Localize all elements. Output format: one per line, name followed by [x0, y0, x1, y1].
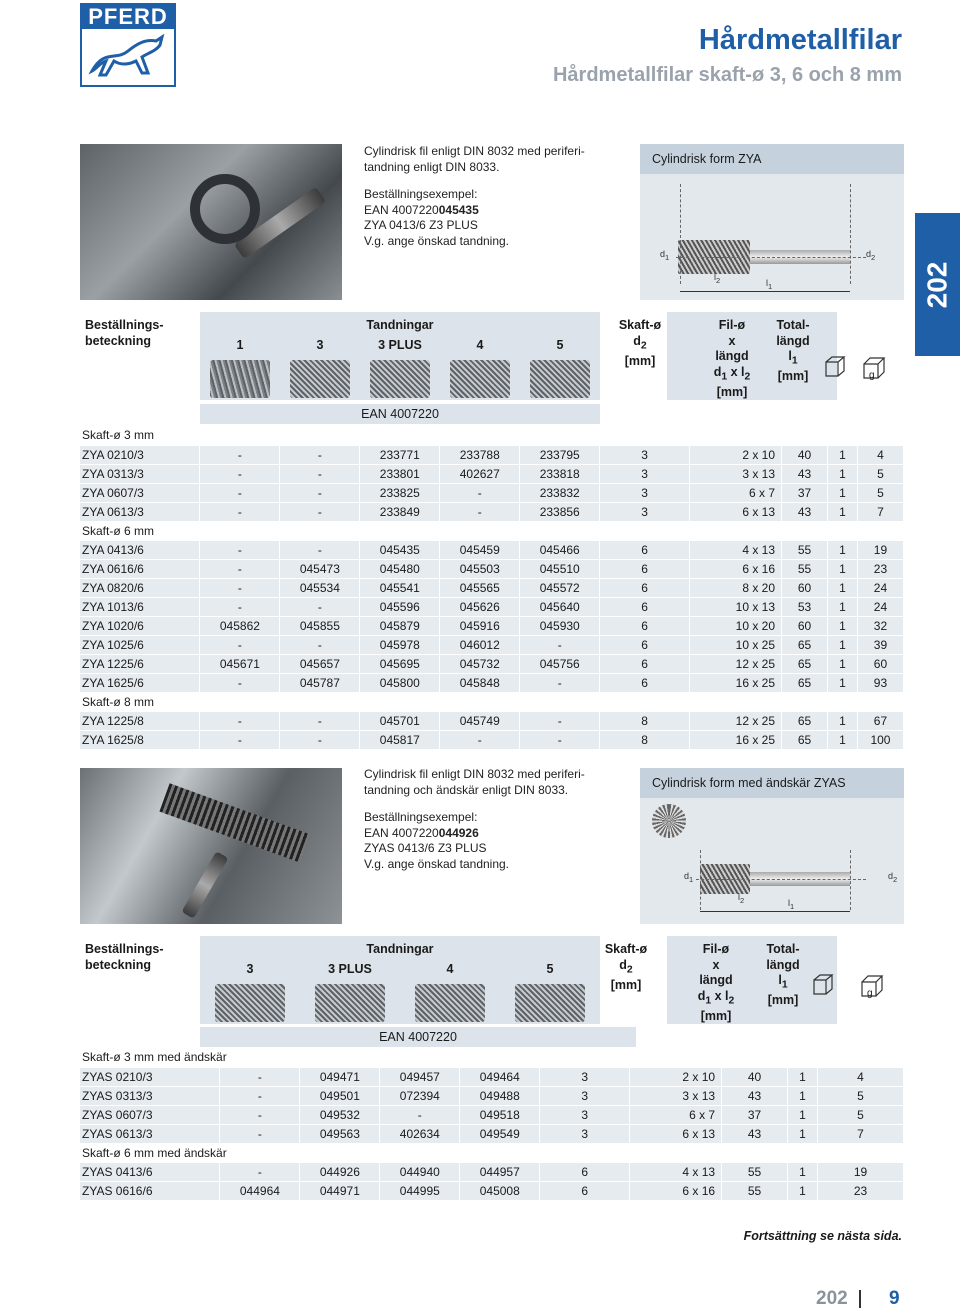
cell: 43	[722, 1124, 788, 1143]
cell: 1	[827, 673, 857, 692]
cell: 045930	[520, 616, 600, 635]
table-row	[80, 445, 904, 464]
cell: 32	[857, 616, 903, 635]
cell: 3 x 13	[690, 464, 782, 483]
cell: -	[440, 730, 520, 749]
cell: 6	[600, 654, 690, 673]
cell: 1	[788, 1124, 818, 1143]
page-number: 9	[889, 1288, 900, 1308]
part-number: ZYA 0820/6	[80, 578, 200, 597]
cell: 43	[782, 464, 828, 483]
cell: 1	[827, 578, 857, 597]
cell: 233801	[360, 464, 440, 483]
cell: 40	[722, 1067, 788, 1086]
cell: 045565	[440, 578, 520, 597]
cell: 3	[540, 1086, 630, 1105]
cell: 93	[857, 673, 903, 692]
cell: 045749	[440, 711, 520, 730]
cell: 045701	[360, 711, 440, 730]
cell: 045626	[440, 597, 520, 616]
cell: 1	[827, 445, 857, 464]
package-icon	[812, 974, 836, 996]
table-row	[80, 673, 904, 692]
part-number: ZYA 1625/8	[80, 730, 200, 749]
cell: 233856	[520, 502, 600, 521]
cell: 5	[817, 1086, 903, 1105]
cell: -	[280, 464, 360, 483]
cell: 044926	[300, 1162, 380, 1181]
cell: -	[200, 711, 280, 730]
burr-cut-3-icon	[215, 984, 285, 1022]
cell: -	[280, 502, 360, 521]
table-row	[80, 711, 904, 730]
table-row	[80, 559, 904, 578]
cell: 1	[827, 540, 857, 559]
group-header	[80, 426, 904, 445]
cell: 049501	[300, 1086, 380, 1105]
table-row	[80, 1105, 904, 1124]
part-number: ZYA 0613/3	[80, 502, 200, 521]
cell: 43	[722, 1086, 788, 1105]
page-subtitle: Hårdmetallfilar skaft-ø 3, 6 och 8 mm	[552, 64, 902, 86]
burr-cut-4-icon	[450, 360, 510, 398]
part-number: ZYA 0313/3	[80, 464, 200, 483]
cell: 24	[857, 578, 903, 597]
cell: -	[520, 673, 600, 692]
cell: -	[200, 483, 280, 502]
cell: 60	[782, 578, 828, 597]
diagram-zya: Cylindrisk form ZYA $d_1$ $d_2$ $l_2$ $l_1$	[640, 144, 904, 300]
cell: 5	[857, 483, 903, 502]
table-row	[80, 1162, 904, 1181]
table-row	[80, 616, 904, 635]
cell: 6	[600, 559, 690, 578]
package-icon	[824, 356, 848, 378]
cell: 1	[788, 1067, 818, 1086]
cell: 045510	[520, 559, 600, 578]
cell: 044957	[460, 1162, 540, 1181]
cell: 6	[600, 578, 690, 597]
cell: 10 x 25	[690, 635, 782, 654]
group-header	[80, 1048, 904, 1067]
cell: -	[200, 559, 280, 578]
part-number: ZYAS 0313/3	[80, 1086, 220, 1105]
cell: 233818	[520, 464, 600, 483]
cell: 045732	[440, 654, 520, 673]
cell: 1	[827, 654, 857, 673]
ean-prefix-zyas: EAN 4007220	[200, 1027, 636, 1047]
description-zya: Cylindrisk fil enligt DIN 8032 med periferi- tandning enligt DIN 8033. Beställningsexempel: EAN 4007220045435 ZYA 0413/6 Z3 PLUS V.g. ange önskad tandning.	[364, 144, 585, 248]
cell: -	[520, 635, 600, 654]
cell: 045671	[200, 654, 280, 673]
cell: -	[200, 730, 280, 749]
cell: 045855	[280, 616, 360, 635]
cell: -	[440, 502, 520, 521]
group-label: Skaft-ø 3 mm	[80, 426, 904, 445]
table-row	[80, 464, 904, 483]
cell: 37	[722, 1105, 788, 1124]
product-photo-zyas	[80, 768, 342, 924]
cell: 1	[788, 1105, 818, 1124]
burr-cut-4-icon	[415, 984, 485, 1022]
pferd-logo: PFERD	[80, 3, 176, 87]
cell: 6 x 7	[630, 1105, 722, 1124]
cell: 045916	[440, 616, 520, 635]
cell: 40	[782, 445, 828, 464]
table-header-zya: Beställnings- beteckning Tandningar 1 3 3 PLUS 4 5 Skaft-ø $d_2$ [mm] Fil-ø x längd $d_1$ x $l_2$ [mm] Total- längd $l_1$ [mm] g	[80, 312, 904, 422]
cell: 39	[857, 635, 903, 654]
group-header	[80, 521, 904, 540]
table-row	[80, 635, 904, 654]
group-header	[80, 692, 904, 711]
cell: -	[220, 1105, 300, 1124]
part-number: ZYA 1013/6	[80, 597, 200, 616]
cell: 60	[782, 616, 828, 635]
cell: 65	[782, 635, 828, 654]
page-number-section: 202	[816, 1288, 848, 1308]
cell: -	[520, 730, 600, 749]
cell: 233788	[440, 445, 520, 464]
table-row	[80, 1086, 904, 1105]
part-number: ZYA 1625/6	[80, 673, 200, 692]
cell: 67	[857, 711, 903, 730]
cell: 8 x 20	[690, 578, 782, 597]
page-tab: 202	[915, 213, 960, 356]
part-number: ZYA 1020/6	[80, 616, 200, 635]
cell: -	[280, 483, 360, 502]
group-label: Skaft-ø 6 mm	[80, 521, 904, 540]
burr-cut-3-icon	[290, 360, 350, 398]
cell: 046012	[440, 635, 520, 654]
cell: 7	[817, 1124, 903, 1143]
cell: 55	[722, 1162, 788, 1181]
cell: 6	[540, 1162, 630, 1181]
table-row	[80, 1067, 904, 1086]
part-number: ZYAS 0613/3	[80, 1124, 220, 1143]
cell: -	[280, 597, 360, 616]
cell: 6	[600, 597, 690, 616]
cell: 65	[782, 654, 828, 673]
group-label: Skaft-ø 8 mm	[80, 692, 904, 711]
part-number: ZYA 0607/3	[80, 483, 200, 502]
cell: -	[200, 597, 280, 616]
table-row	[80, 483, 904, 502]
cell: -	[200, 464, 280, 483]
cell: -	[200, 578, 280, 597]
cell: -	[220, 1086, 300, 1105]
cell: 55	[782, 559, 828, 578]
cell: 045800	[360, 673, 440, 692]
horse-logo-icon	[86, 31, 170, 83]
cell: -	[220, 1162, 300, 1181]
cell: 1	[827, 730, 857, 749]
cell: 65	[782, 730, 828, 749]
page-title: Hårdmetallfilar	[698, 24, 902, 56]
cell: 3	[540, 1067, 630, 1086]
cell: 10 x 20	[690, 616, 782, 635]
cell: -	[220, 1067, 300, 1086]
cell: 1	[788, 1181, 818, 1200]
cell: 233849	[360, 502, 440, 521]
cell: 1	[827, 464, 857, 483]
cell: 2 x 10	[690, 445, 782, 464]
table-zyas	[80, 1048, 904, 1201]
cell: 1	[827, 502, 857, 521]
table-row	[80, 540, 904, 559]
part-number: ZYA 1225/6	[80, 654, 200, 673]
table-row	[80, 578, 904, 597]
cell: 045978	[360, 635, 440, 654]
cell: 7	[857, 502, 903, 521]
cell: 24	[857, 597, 903, 616]
product-photo-zya	[80, 144, 342, 300]
cell: -	[280, 730, 360, 749]
cell: 233795	[520, 445, 600, 464]
cell: 6	[600, 616, 690, 635]
table-zya	[80, 426, 904, 750]
cell: 049518	[460, 1105, 540, 1124]
burr-cut-3plus-icon	[370, 360, 430, 398]
cell: -	[440, 483, 520, 502]
cell: 10 x 13	[690, 597, 782, 616]
cell: 045480	[360, 559, 440, 578]
cell: 2 x 10	[630, 1067, 722, 1086]
cell: 6 x 7	[690, 483, 782, 502]
cell: 1	[827, 483, 857, 502]
cell: 049532	[300, 1105, 380, 1124]
cell: 65	[782, 711, 828, 730]
cell: 53	[782, 597, 828, 616]
page-divider	[859, 1290, 861, 1308]
cell: 6	[600, 635, 690, 654]
cell: 1	[827, 597, 857, 616]
part-number: ZYAS 0616/6	[80, 1181, 220, 1200]
cell: 1	[827, 616, 857, 635]
cell: 233832	[520, 483, 600, 502]
cell: 049464	[460, 1067, 540, 1086]
cell: 045572	[520, 578, 600, 597]
group-label: Skaft-ø 6 mm med ändskär	[80, 1143, 904, 1162]
cell: -	[380, 1105, 460, 1124]
table-row	[80, 597, 904, 616]
cell: -	[200, 635, 280, 654]
table-row	[80, 502, 904, 521]
cell: 55	[722, 1181, 788, 1200]
continued-note: Fortsättning se nästa sida.	[743, 1229, 902, 1243]
table-row	[80, 654, 904, 673]
cell: 3	[540, 1124, 630, 1143]
cell: 3	[540, 1105, 630, 1124]
part-number: ZYA 1025/6	[80, 635, 200, 654]
cell: 4	[857, 445, 903, 464]
cell: 6 x 16	[630, 1181, 722, 1200]
table-row	[80, 1181, 904, 1200]
cell: 4 x 13	[690, 540, 782, 559]
part-number: ZYA 1225/8	[80, 711, 200, 730]
cell: 045541	[360, 578, 440, 597]
cell: 072394	[380, 1086, 460, 1105]
cell: 049457	[380, 1067, 460, 1086]
weight-box-icon	[862, 356, 888, 380]
cell: 045435	[360, 540, 440, 559]
table-header-zyas: Beställnings- beteckning Tandningar 3 3 PLUS 4 5 Skaft-ø $d_2$ [mm] Fil-ø x längd $d_1$ x $l_2$ [mm] Total- längd $l_1$ [mm] g	[80, 936, 904, 1046]
cell: 045657	[280, 654, 360, 673]
cell: 6	[540, 1181, 630, 1200]
part-number: ZYAS 0413/6	[80, 1162, 220, 1181]
cell: 12 x 25	[690, 654, 782, 673]
cell: -	[200, 502, 280, 521]
burr-cut-1-icon	[210, 360, 270, 398]
cell: 045459	[440, 540, 520, 559]
cell: 233771	[360, 445, 440, 464]
cell: 3	[600, 502, 690, 521]
cell: 233825	[360, 483, 440, 502]
cell: 3 x 13	[630, 1086, 722, 1105]
cell: 6	[600, 540, 690, 559]
cell: 044940	[380, 1162, 460, 1181]
part-number: ZYA 0210/3	[80, 445, 200, 464]
cell: 045596	[360, 597, 440, 616]
cell: 3	[600, 464, 690, 483]
part-number: ZYAS 0607/3	[80, 1105, 220, 1124]
cell: -	[280, 540, 360, 559]
group-label: Skaft-ø 3 mm med ändskär	[80, 1048, 904, 1067]
cell: 045817	[360, 730, 440, 749]
cell: 65	[782, 673, 828, 692]
cell: 049549	[460, 1124, 540, 1143]
cell: 049563	[300, 1124, 380, 1143]
cell: 55	[782, 540, 828, 559]
table-row	[80, 1124, 904, 1143]
cell: 1	[827, 711, 857, 730]
cell: 5	[817, 1105, 903, 1124]
burr-cut-3plus-icon	[315, 984, 385, 1022]
cell: 045534	[280, 578, 360, 597]
cell: 044971	[300, 1181, 380, 1200]
cell: 3	[600, 445, 690, 464]
cell: -	[200, 540, 280, 559]
cell: 1	[827, 635, 857, 654]
cell: 4	[817, 1067, 903, 1086]
cell: 1	[827, 559, 857, 578]
cell: 16 x 25	[690, 730, 782, 749]
cell: 19	[857, 540, 903, 559]
cell: 43	[782, 502, 828, 521]
cell: 045466	[520, 540, 600, 559]
cell: 19	[817, 1162, 903, 1181]
cell: 8	[600, 730, 690, 749]
cell: -	[200, 673, 280, 692]
part-number: ZYA 0413/6	[80, 540, 200, 559]
cell: 044964	[220, 1181, 300, 1200]
cell: 6 x 13	[690, 502, 782, 521]
cell: 1	[788, 1162, 818, 1181]
end-cut-icon	[652, 804, 686, 838]
cell: 4 x 13	[630, 1162, 722, 1181]
cell: 16 x 25	[690, 673, 782, 692]
cell: 045008	[460, 1181, 540, 1200]
cell: 60	[857, 654, 903, 673]
description-zyas: Cylindrisk fil enligt DIN 8032 med periferi- tandning och ändskär enligt DIN 8033. Beställningsexempel: EAN 4007220044926 ZYAS 0413/6 Z3 PLUS V.g. ange önskad tandning.	[364, 767, 585, 871]
cell: -	[200, 445, 280, 464]
cell: 12 x 25	[690, 711, 782, 730]
cell: 402634	[380, 1124, 460, 1143]
cell: 6 x 16	[690, 559, 782, 578]
cell: 8	[600, 711, 690, 730]
cell: 6 x 13	[630, 1124, 722, 1143]
ean-prefix-zya: EAN 4007220	[200, 404, 600, 424]
cell: 1	[788, 1086, 818, 1105]
cell: 045862	[200, 616, 280, 635]
part-number: ZYAS 0210/3	[80, 1067, 220, 1086]
weight-box-icon	[860, 974, 886, 998]
cell: 402627	[440, 464, 520, 483]
cell: 045640	[520, 597, 600, 616]
cell: -	[280, 445, 360, 464]
cell: 045473	[280, 559, 360, 578]
cell: 045503	[440, 559, 520, 578]
cell: 045695	[360, 654, 440, 673]
cell: 23	[857, 559, 903, 578]
cell: 049471	[300, 1067, 380, 1086]
cell: 100	[857, 730, 903, 749]
burr-cut-5-icon	[515, 984, 585, 1022]
cell: -	[220, 1124, 300, 1143]
cell: 5	[857, 464, 903, 483]
cell: 045879	[360, 616, 440, 635]
cell: 6	[600, 673, 690, 692]
table-row	[80, 730, 904, 749]
cell: -	[520, 711, 600, 730]
cell: 3	[600, 483, 690, 502]
cell: -	[280, 711, 360, 730]
cell: 045787	[280, 673, 360, 692]
burr-cut-5-icon	[530, 360, 590, 398]
cell: 044995	[380, 1181, 460, 1200]
part-number: ZYA 0616/6	[80, 559, 200, 578]
cell: 045756	[520, 654, 600, 673]
cell: 045848	[440, 673, 520, 692]
cell: -	[280, 635, 360, 654]
group-header	[80, 1143, 904, 1162]
cell: 37	[782, 483, 828, 502]
diagram-zyas: Cylindrisk form med ändskär ZYAS $d_1$ $d_2$ $l_2$ $l_1$	[640, 768, 904, 924]
cell: 23	[817, 1181, 903, 1200]
cell: 049488	[460, 1086, 540, 1105]
